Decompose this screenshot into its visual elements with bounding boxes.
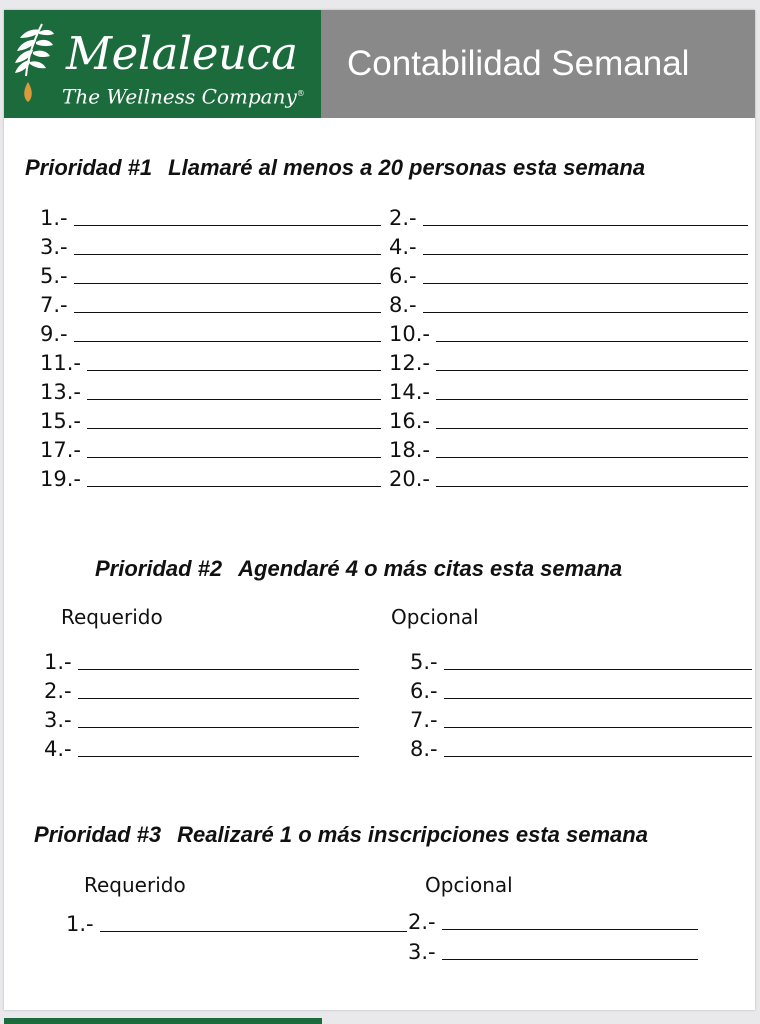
- line-number: 17.-: [40, 438, 81, 462]
- blank-underline[interactable]: [423, 224, 748, 226]
- priority3-heading: [34, 822, 648, 848]
- fill-in-line[interactable]: [408, 936, 698, 964]
- fill-in-line[interactable]: [389, 289, 748, 317]
- blank-underline[interactable]: [423, 282, 748, 284]
- blank-underline[interactable]: [436, 398, 748, 400]
- blank-underline[interactable]: [444, 697, 752, 699]
- fill-in-line[interactable]: [40, 289, 381, 317]
- fill-in-line[interactable]: [410, 704, 752, 732]
- blank-underline[interactable]: [436, 485, 748, 487]
- blank-underline[interactable]: [436, 456, 748, 458]
- header: [4, 10, 755, 118]
- line-number: 1.-: [40, 206, 68, 230]
- fill-in-line[interactable]: [389, 260, 748, 288]
- priority3-label: Prioridad #3: [34, 822, 162, 847]
- fill-in-line[interactable]: [44, 704, 359, 732]
- line-number: 9.-: [40, 322, 68, 346]
- fill-in-line[interactable]: [389, 376, 748, 404]
- blank-underline[interactable]: [74, 224, 381, 226]
- bottom-accent-strip: [4, 1018, 322, 1024]
- fill-in-line[interactable]: [66, 908, 407, 936]
- priority2-label: Prioridad #2: [95, 556, 223, 581]
- blank-underline[interactable]: [436, 427, 748, 429]
- blank-underline[interactable]: [78, 697, 359, 699]
- priority2-optional-label: Opcional: [391, 605, 479, 629]
- line-number: 14.-: [389, 380, 430, 404]
- fill-in-line[interactable]: [408, 906, 698, 934]
- priority1-text: Llamaré al menos a 20 personas esta semana: [168, 155, 646, 180]
- line-number: 13.-: [40, 380, 81, 404]
- leaf-icon: [12, 20, 56, 108]
- blank-underline[interactable]: [78, 668, 359, 670]
- blank-underline[interactable]: [74, 340, 381, 342]
- priority2-heading: [95, 556, 622, 582]
- blank-underline[interactable]: [423, 253, 748, 255]
- fill-in-line[interactable]: [410, 675, 752, 703]
- priority3-required-label: Requerido: [84, 873, 186, 897]
- fill-in-line[interactable]: [40, 405, 381, 433]
- blank-underline[interactable]: [78, 755, 359, 757]
- line-number: 2.-: [389, 206, 417, 230]
- fill-in-line[interactable]: [389, 318, 748, 346]
- fill-in-line[interactable]: [389, 405, 748, 433]
- page-title: Contabilidad Semanal: [347, 44, 690, 83]
- fill-in-line[interactable]: [389, 231, 748, 259]
- priority1-label: Prioridad #1: [25, 155, 153, 180]
- line-number: 5.-: [410, 650, 438, 674]
- blank-underline[interactable]: [444, 755, 752, 757]
- blank-underline[interactable]: [444, 668, 752, 670]
- fill-in-line[interactable]: [410, 733, 752, 761]
- line-number: 16.-: [389, 409, 430, 433]
- line-number: 12.-: [389, 351, 430, 375]
- blank-underline[interactable]: [74, 253, 381, 255]
- priority2-required-label: Requerido: [61, 605, 163, 629]
- line-number: 6.-: [410, 679, 438, 703]
- fill-in-line[interactable]: [40, 318, 381, 346]
- fill-in-line[interactable]: [40, 231, 381, 259]
- blank-underline[interactable]: [87, 427, 381, 429]
- fill-in-line[interactable]: [389, 463, 748, 491]
- blank-underline[interactable]: [444, 726, 752, 728]
- blank-underline[interactable]: [436, 369, 748, 371]
- title-bar: [321, 10, 755, 118]
- line-number: 7.-: [410, 708, 438, 732]
- line-number: 3.-: [408, 940, 436, 964]
- line-number: 4.-: [389, 235, 417, 259]
- fill-in-line[interactable]: [40, 434, 381, 462]
- blank-underline[interactable]: [74, 311, 381, 313]
- blank-underline[interactable]: [87, 485, 381, 487]
- line-number: 11.-: [40, 351, 81, 375]
- blank-underline[interactable]: [74, 282, 381, 284]
- blank-underline[interactable]: [442, 958, 698, 960]
- line-number: 6.-: [389, 264, 417, 288]
- fill-in-line[interactable]: [410, 646, 752, 674]
- line-number: 8.-: [389, 293, 417, 317]
- fill-in-line[interactable]: [389, 434, 748, 462]
- fill-in-line[interactable]: [40, 347, 381, 375]
- line-number: 2.-: [408, 910, 436, 934]
- priority2-text: Agendaré 4 o más citas esta semana: [238, 556, 623, 581]
- accounting-sheet: [4, 10, 755, 1010]
- blank-underline[interactable]: [442, 928, 698, 930]
- priority3-text: Realizaré 1 o más inscripciones esta semana: [177, 822, 648, 847]
- melaleuca-logo: [4, 10, 321, 118]
- blank-underline[interactable]: [436, 340, 748, 342]
- registered-mark: ®: [296, 89, 305, 98]
- fill-in-line[interactable]: [44, 733, 359, 761]
- fill-in-line[interactable]: [44, 646, 359, 674]
- fill-in-line[interactable]: [44, 675, 359, 703]
- priority3-optional-label: Opcional: [425, 873, 513, 897]
- line-number: 20.-: [389, 467, 430, 491]
- line-number: 4.-: [44, 737, 72, 761]
- priority1-heading: [25, 155, 645, 181]
- line-number: 2.-: [44, 679, 72, 703]
- line-number: 3.-: [40, 235, 68, 259]
- fill-in-line[interactable]: [40, 376, 381, 404]
- line-number: 8.-: [410, 737, 438, 761]
- fill-in-line[interactable]: [389, 347, 748, 375]
- line-number: 19.-: [40, 467, 81, 491]
- line-number: 3.-: [44, 708, 72, 732]
- line-number: 10.-: [389, 322, 430, 346]
- line-number: 1.-: [66, 912, 94, 936]
- blank-underline[interactable]: [87, 369, 381, 371]
- brand-tagline: The Wellness Company®: [62, 84, 305, 109]
- line-number: 5.-: [40, 264, 68, 288]
- line-number: 7.-: [40, 293, 68, 317]
- blank-underline[interactable]: [423, 311, 748, 313]
- line-number: 18.-: [389, 438, 430, 462]
- line-number: 1.-: [44, 650, 72, 674]
- fill-in-line[interactable]: [40, 463, 381, 491]
- line-number: 15.-: [40, 409, 81, 433]
- brand-name: Melaleuca: [66, 27, 298, 80]
- blank-underline[interactable]: [100, 930, 407, 932]
- fill-in-line[interactable]: [389, 202, 748, 230]
- fill-in-line[interactable]: [40, 260, 381, 288]
- blank-underline[interactable]: [87, 456, 381, 458]
- fill-in-line[interactable]: [40, 202, 381, 230]
- blank-underline[interactable]: [78, 726, 359, 728]
- blank-underline[interactable]: [87, 398, 381, 400]
